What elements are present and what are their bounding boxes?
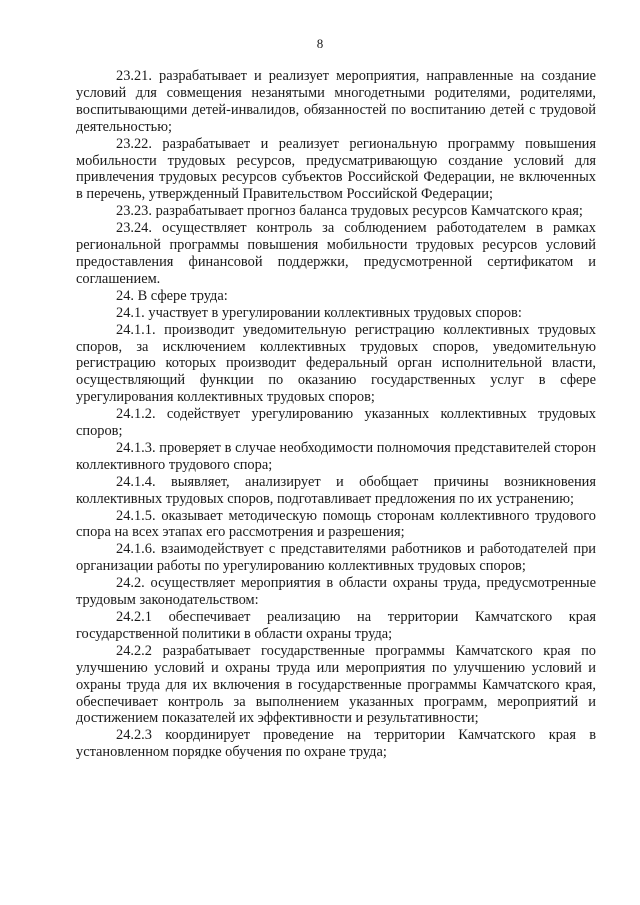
paragraph-23-22: 23.22. разрабатывает и реализует региональную программу повышения мобильности трудовых ресурсов, предусматривающую создание условий для привлечения трудовых ресурсов субъектов Российской Федерации, не включенных в перечень, утвержденный Правительством Российской Федерации; bbox=[76, 135, 596, 203]
paragraph-23-23: 23.23. разрабатывает прогноз баланса трудовых ресурсов Камчатского края; bbox=[116, 203, 583, 220]
paragraph-24-1-3: 24.1.3. проверяет в случае необходимости полномочия представителей сторон коллективного трудового спора; bbox=[76, 439, 596, 473]
paragraph-24-1: 24.1. участвует в урегулировании коллективных трудовых споров: bbox=[116, 304, 522, 321]
page-number: 8 bbox=[316, 36, 324, 51]
paragraph-24-2-1: 24.2.1 обеспечивает реализацию на территории Камчатского края государственной политики в области охраны труда; bbox=[76, 609, 596, 642]
paragraph-24-2: 24.2. осуществляет мероприятия в области охраны труда, предусмотренные трудовым законодательством: bbox=[76, 575, 596, 609]
document-body bbox=[76, 68, 596, 761]
paragraph-24-1-1: 24.1.1. производит уведомительную регистрацию коллективных трудовых споров, за исключением коллективных трудовых споров, уведомительную регистрацию которых производит федеральный орган исполнительной власти, осуществляющий функции по оказанию государственных услуг в сфере урегулирования коллективных трудовых споров; bbox=[76, 321, 596, 406]
paragraph-24: 24. В сфере труда: bbox=[116, 287, 228, 304]
paragraph-24-1-4: 24.1.4. выявляет, анализирует и обобщает причины возникновения коллективных трудовых споров, подготавливает предложения по их устранению; bbox=[76, 473, 596, 507]
paragraph-24-2-2: 24.2.2 разрабатывает государственные программы Камчатского края по улучшению условий и охраны труда или мероприятия по улучшению условий и охраны труда для их включения в государственные программы Камчатского края, обеспечивает контроль за выполнением указанных программ, мероприятий и достижением показателей их эффективности и результативности; bbox=[76, 642, 596, 727]
paragraph-23-24: 23.24. осуществляет контроль за соблюдением работодателем в рамках региональной программы повышения мобильности трудовых ресурсов условий предоставления финансовой поддержки, предусмотренной сертификатом и соглашением. bbox=[76, 220, 596, 287]
paragraph-24-1-2: 24.1.2. содействует урегулированию указанных коллективных трудовых споров; bbox=[76, 406, 596, 440]
paragraph-24-2-3: 24.2.3 координирует проведение на территории Камчатского края в установленном порядке обучения по охране труда; bbox=[76, 727, 596, 761]
paragraph-23-21: 23.21. разрабатывает и реализует мероприятия, направленные на создание условий для совмещения незанятыми многодетными родителями, родителями, воспитывающими детей-инвалидов, обязанностей по воспитанию детей с трудовой деятельностью; bbox=[76, 68, 596, 135]
paragraph-24-1-5: 24.1.5. оказывает методическую помощь сторонам коллективного трудового спора на всех этапах его рассмотрения и разрешения; bbox=[76, 507, 596, 541]
paragraph-24-1-6: 24.1.6. взаимодействует с представителями работников и работодателей при организации работы по урегулированию коллективных трудовых споров; bbox=[76, 541, 596, 575]
